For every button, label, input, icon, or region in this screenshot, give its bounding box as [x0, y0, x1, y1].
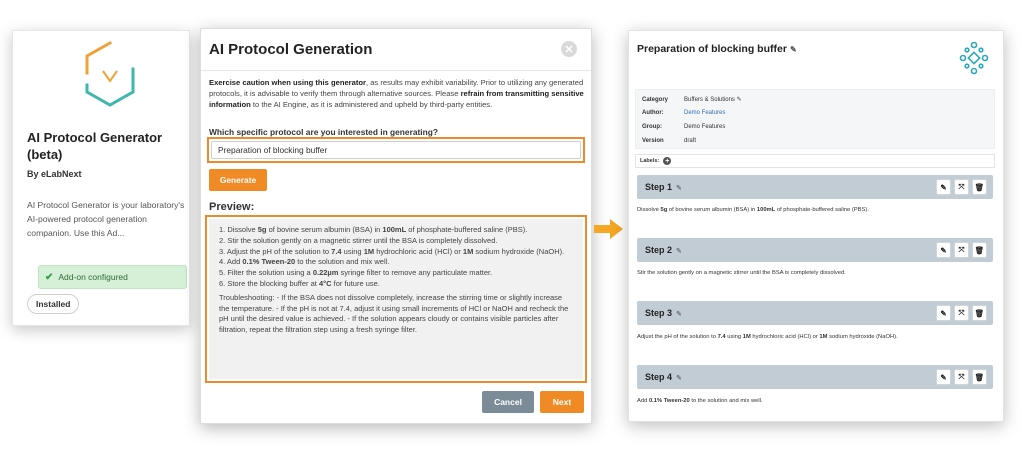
caution-text-2: , as results may exhibit variability. Prior to utilizing any generated protocols, it is advisable to verify them through alternative sources. Please: [209, 78, 584, 98]
caution-notice: [209, 77, 585, 110]
expand-icon[interactable]: ⤧: [954, 242, 969, 258]
step-text: Adjust the pH of the solution to 7.4 using 1M hydrochloric acid (HCl) or 1M sodium hydroxide (NaOH).: [637, 334, 898, 340]
installed-badge: Installed: [27, 294, 79, 314]
preview-step: 3. Adjust the pH of the solution to 7.4 using 1M hydrochloric acid (HCl) or 1M sodium hydroxide (NaOH).: [219, 246, 565, 256]
protocol-meta: [635, 89, 995, 149]
edit-icon[interactable]: ✎: [936, 242, 951, 258]
troubleshooting-text: Troubleshooting: - If the BSA does not dissolve completely, increase the stirring time or slightly increase the temperature. - If the pH is not at 7.4, adjust it using small increments of HCl or NaOH and recheck the pH until the desired value is achieved. - If the solution appears cloudy or contains visible particles after filtration, repeat the filtration step using a fresh syringe filter.: [219, 292, 569, 335]
preview-step: 2. Stir the solution gently on a magnetic stirrer until the BSA is completely dissolved.: [219, 235, 498, 245]
step-header: [637, 175, 993, 199]
author-link[interactable]: Demo Features: [684, 110, 726, 116]
protocol-title: Preparation of blocking buffer ✎: [637, 43, 797, 55]
step-text: Add 0.1% Tween-20 to the solution and mix well.: [637, 398, 763, 404]
configured-label: Add-on configured: [58, 272, 128, 282]
protocol-input[interactable]: Preparation of blocking buffer: [211, 141, 581, 159]
edit-icon[interactable]: ✎: [936, 179, 951, 195]
preview-highlight: [205, 215, 587, 383]
preview-heading: Preview:: [209, 201, 255, 213]
caution-bold-1: Exercise caution when using this generator: [209, 78, 366, 87]
pencil-icon[interactable]: ✎: [676, 248, 682, 255]
modal-header: [201, 29, 591, 71]
step-label: Step 1: [645, 182, 673, 192]
protocol-input-highlight: [207, 137, 585, 163]
check-icon: ✔: [45, 271, 54, 283]
edit-icon[interactable]: ✎: [936, 369, 951, 385]
pencil-icon[interactable]: ✎: [676, 375, 682, 382]
addon-description: AI Protocol Generator is your laboratory's AI-powered protocol generation companion. Use this Ad...: [27, 200, 185, 238]
arrow-right-icon: [594, 218, 624, 240]
configured-status-badge: [38, 265, 187, 289]
preview-step: 4. Add 0.1% Tween-20 to the solution and mix well.: [219, 257, 390, 267]
step-header: [637, 365, 993, 389]
preview-content: [209, 219, 583, 379]
add-label-icon[interactable]: +: [665, 157, 670, 165]
meta-author: Author: Demo Features: [642, 110, 726, 116]
step-text: Stir the solution gently on a magnetic stirrer until the BSA is completely dissolved.: [637, 270, 846, 276]
addon-author: By eLabNext: [27, 169, 82, 179]
step-label: Step 2: [645, 245, 673, 255]
edit-icon[interactable]: ✎: [936, 305, 951, 321]
trash-icon[interactable]: 🗑: [972, 369, 987, 385]
trash-icon[interactable]: 🗑: [972, 179, 987, 195]
expand-icon[interactable]: ⤧: [954, 305, 969, 321]
molecule-logo-icon: [959, 41, 989, 75]
labels-row: [635, 154, 995, 168]
caution-text-4: to the AI Engine, as it is administered and upheld by third-party entities.: [250, 100, 493, 109]
trash-icon[interactable]: 🗑: [972, 242, 987, 258]
pencil-icon[interactable]: ✎: [789, 45, 797, 54]
expand-icon[interactable]: ⤧: [954, 369, 969, 385]
step-label: Step 4: [645, 372, 673, 382]
generate-button[interactable]: Generate: [209, 169, 267, 191]
step-label: Step 3: [645, 308, 673, 318]
preview-step: 6. Store the blocking buffer at 4°C for future use.: [219, 278, 380, 288]
addon-card[interactable]: [12, 30, 190, 326]
trash-icon[interactable]: 🗑: [972, 305, 987, 321]
ai-protocol-generation-modal: [200, 28, 592, 424]
protocol-question-label: Which specific protocol are you interested in generating?: [209, 127, 438, 137]
installed-badge-wrap: [27, 294, 79, 314]
labels-label: Labels:: [640, 158, 660, 164]
pencil-icon[interactable]: ✎: [676, 311, 682, 318]
addon-title: AI Protocol Generator (beta): [27, 130, 163, 162]
expand-icon[interactable]: ⤧: [954, 179, 969, 195]
cancel-button[interactable]: Cancel: [482, 391, 534, 413]
protocol-page: [628, 30, 1004, 422]
pencil-icon[interactable]: ✎: [676, 185, 682, 192]
preview-step: 5. Filter the solution using a 0.22µm syringe filter to remove any particulate matter.: [219, 268, 493, 278]
step-header: [637, 301, 993, 325]
step-header: [637, 238, 993, 262]
meta-category: Category Buffers & Solutions ✎: [642, 97, 742, 103]
preview-step: 1. Dissolve 5g of bovine serum albumin (BSA) in 100mL of phosphate-buffered saline (PBS).: [219, 225, 528, 234]
close-icon[interactable]: ✕: [561, 41, 577, 57]
caution-bold-3: refrain from transmitting sensitive information: [209, 89, 584, 109]
meta-group: Group: Demo Features: [642, 124, 726, 130]
meta-version: Version draft: [642, 138, 697, 144]
step-text: Dissolve 5g of bovine serum albumin (BSA) in 100mL of phosphate-buffered saline (PBS).: [637, 207, 869, 213]
next-button[interactable]: Next: [540, 391, 584, 413]
modal-title: AI Protocol Generation: [209, 41, 373, 58]
ai-protocol-logo-icon: [79, 39, 141, 109]
